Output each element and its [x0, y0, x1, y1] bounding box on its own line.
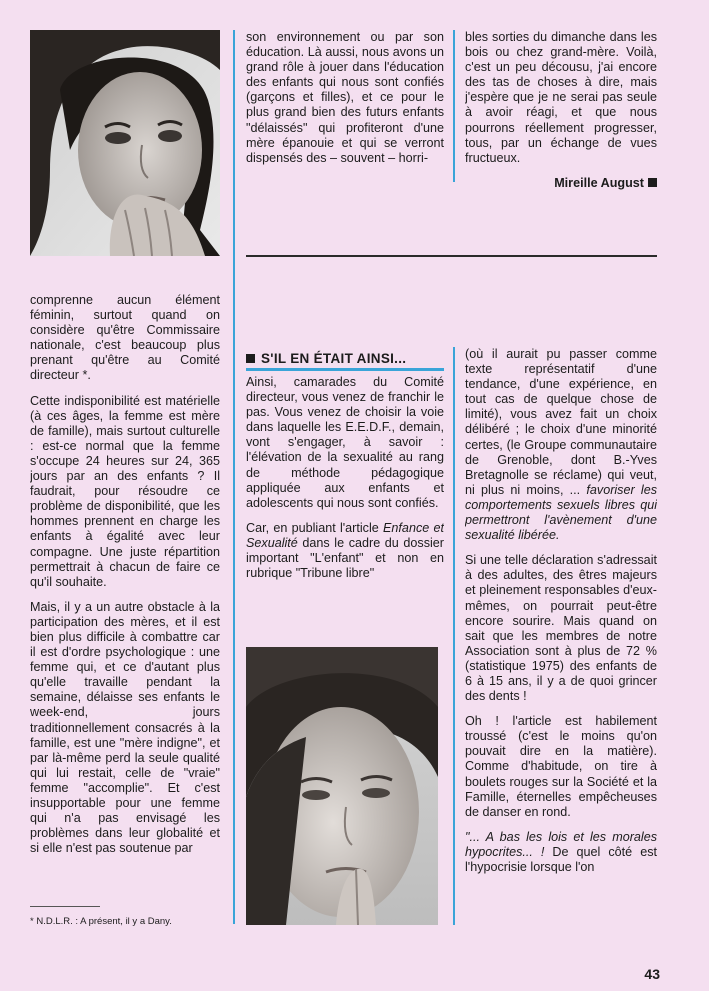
right-article-paragraph-4	[465, 830, 657, 875]
left-column-paragraph-1: comprenne aucun élément féminin, surtout quand on considère qu'être Commissaire nationale, c'est beaucoup plus prenant qu'être au Comité directeur *.	[30, 293, 220, 383]
right-column-top	[465, 30, 657, 190]
horizontal-section-rule	[246, 255, 657, 257]
left-column	[30, 293, 220, 897]
right-article-quote-2: "... A bas les lois et les morales hypocrites... !	[465, 829, 657, 859]
photo-girl-hand-on-chin-image	[30, 30, 220, 256]
page-number: 43	[644, 966, 660, 982]
photo-girl-biting-finger-image	[246, 647, 438, 925]
article-paragraph-1: Ainsi, camarades du Comité directeur, vous venez de franchir le pas. Vous venez de choisir la voie dans laquelle les E.E.D.F., demain, vont s'engager, à savoir : l'élévation de la sexualité au rang de méthode pédagogique appliquée aux enfants et adolescents qui nous sont confiés.	[246, 375, 444, 510]
author-signature	[465, 176, 657, 190]
right-article-paragraph-1-start: (où il aurait pu passer comme texte représentatif d'une tendance, d'une expérience, en tout cas de quelque chose de limité), vous avez fait un choix délibéré ; le choix d'une minorité certes, (le Groupe communautaire de Grenoble, dont B.-Yves Bretagnolle se réclame) qui veut, ni plus ni moins, ...	[465, 347, 657, 497]
article-paragraph-2-start: Car, en publiant l'article	[246, 520, 384, 535]
section-heading-text: S'IL EN ÉTAIT AINSI...	[261, 351, 407, 366]
right-column-top-text: bles sorties du dimanche dans les bois ou chez grand-mère. Voilà, c'est un peu décousu, j'ai encore des tas de choses à dire, mais j'espère que je ne serai pas seule à avoir réagi, et que nous pourrons réellement progresser, tous, par un échange de vues fructueux.	[465, 30, 657, 165]
left-column-paragraph-3: Mais, il y a un autre obstacle à la participation des mères, et il est bien plus difficile à combattre car il est d'ordre psychologique : une femme qui, et ce d'autant plus qu'elle travaille pendant la semaine, délaisse ses enfants le week-end, jours traditionnellement consacrés à la famille, est une "mère indigne", et par là-même perd la seule qualité qui lui restait, celle de "vraie" femme "accomplie". Et c'est insupportable pour une femme qui n'a pas envisagé les problèmes dans leur globalité et si elle n'est pas soutenue par	[30, 599, 220, 856]
middle-column-top-text: son environnement ou par son éducation. Là aussi, nous avons un grand rôle à jouer dans l'éducation des enfants qui nous sont confiés (garçons et filles), et ce pour le plus grand bien des futurs enfants "délaissés" qui profiteront d'une mère épanouie et qui se verront dispensés des – souvent – horri-	[246, 30, 444, 165]
photo-girl-hand-on-chin	[30, 30, 220, 256]
right-article-paragraph-3: Oh ! l'article est habilement troussé (c'est le moins qu'on pouvait dire en la matière). Comme d'habitude, on tire à boulets rouges sur la Société et la Famille, éternelles empêcheuses de danser en rond.	[465, 714, 657, 819]
right-column-article	[465, 347, 657, 927]
footnote-rule	[30, 906, 100, 907]
section-heading	[246, 349, 444, 371]
photo-girl-biting-finger	[246, 647, 438, 925]
end-mark-icon	[648, 178, 657, 187]
right-article-paragraph-2: Si une telle déclaration s'adressait à des adultes, des êtres majeurs et pleinement responsables d'eux-mêmes, on pourrait peut-être encore sourire. Mais quand on sait que les membres de notre Association sont à plus de 72 % (statistique 1975) des enfants de 6 à 15 ans, il y a de quoi grincer des dents !	[465, 553, 657, 704]
footnote: * N.D.L.R. : A présent, il y a Dany.	[30, 916, 172, 927]
article-title-reference: Enfance et Sexualité	[246, 520, 444, 550]
article-paragraph-2-end: dans le cadre du dossier important "L'enfant" et non en rubrique "Tribune libre"	[246, 535, 444, 581]
vertical-rule-right	[453, 30, 455, 182]
vertical-rule-left	[233, 30, 235, 924]
article-paragraph-2	[246, 521, 444, 581]
middle-column-top	[246, 30, 444, 244]
right-article-paragraph-1	[465, 347, 657, 543]
left-column-paragraph-2: Cette indisponibilité est matérielle (à ces âges, la femme est mère de famille), mais surtout culturelle : est-ce normal que la femme s'occupe 24 heures sur 24, 365 jours par an des enfants ? Il faudrait, pour résoudre ce problème de disponibilité, que les hommes prennent en charge les enfants à égalité avec leur compagne. Une juste répartition permettrait à chacun de faire ce qu'il souhaite.	[30, 393, 220, 589]
middle-column-article	[246, 375, 444, 613]
right-article-paragraph-4-end: De quel côté est l'hypocrisie lorsque l'on	[465, 844, 657, 874]
vertical-rule-right-lower	[453, 347, 455, 925]
right-article-quote: favoriser les comportements sexuels libres qui permettront l'avènement d'une sexualité libérée.	[465, 482, 657, 543]
heading-square-icon	[246, 354, 255, 363]
author-name: Mireille August	[554, 175, 644, 190]
